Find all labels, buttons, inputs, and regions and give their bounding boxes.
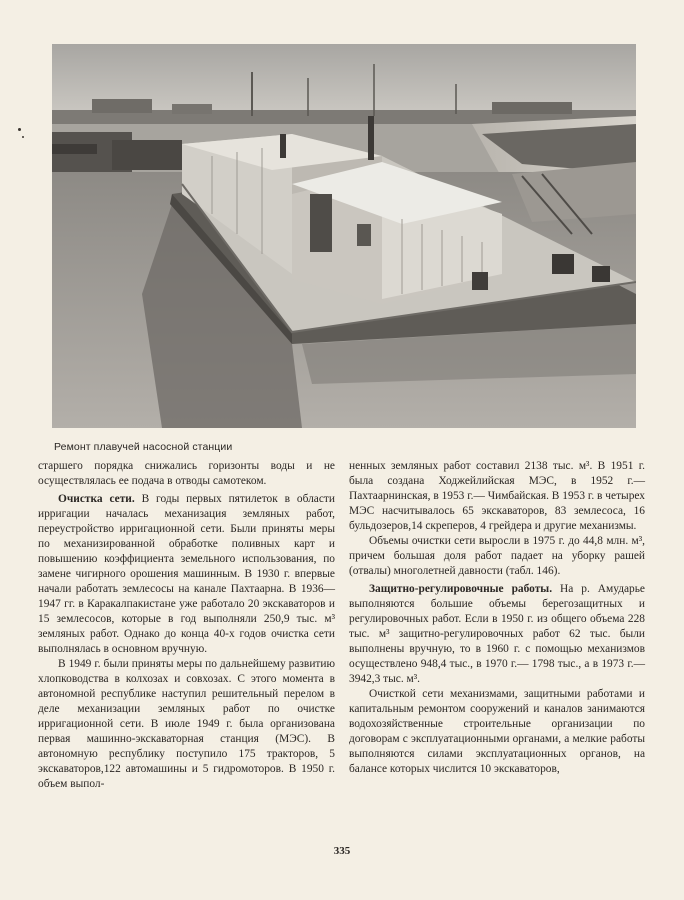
figure-caption: Ремонт плавучей насосной станции bbox=[54, 441, 233, 453]
paragraph: Очисткой сети механизмами, защитными работами и капитальным ремонтом сооружений и каналов занимаются водохозяйственные строительные организации по договорам с эксплуатационными органами, а мелкие работы выполняются силами эксплуатационных органов, на балансе которых числится 10 экскаваторов, bbox=[349, 688, 645, 775]
paragraph-body: В годы первых пятилеток в области ирригации началась механизация земляных работ, переустройство ирригационной сети. Были приняты меры по механизированной обработке поливных карт и повышению коэффициента земельного использования, по замене чигирного орошения машинным. В 1930 г. впервые начали работать землесосы на канале Пахтаарна. В 1936—1947 гг. в Каракалпакистане уже работало 20 экскаваторов и 15 землесосов, которые в год выполняли 250,9 тыс. м³ земляных работ. Однако до конца 40-х годов очистка сети выполнялась в основном вручную. bbox=[38, 493, 335, 655]
floating-pump-station-photo bbox=[52, 44, 636, 428]
page-number: 335 bbox=[333, 845, 351, 857]
paragraph: старшего порядка снижались горизонты воды и не осуществлялась ее подача в отводы самотеком. bbox=[38, 460, 335, 487]
right-column bbox=[349, 459, 645, 777]
paragraph: Объемы очистки сети выросли в 1975 г. до 44,8 млн. м³, причем большая доля работ падает на уборку рашей (отвалы) многолетней давности (табл. 146). bbox=[349, 535, 645, 577]
paragraph bbox=[38, 492, 335, 657]
print-speck bbox=[18, 128, 21, 131]
section-heading: Защитно-регулировочные работы. bbox=[369, 583, 553, 595]
left-column bbox=[38, 459, 335, 792]
paragraph: ненных земляных работ составил 2138 тыс. м³. В 1951 г. была создана Ходжейлийская МЭС, в 1952 г.— Пахтаарнинская, в 1953 г.— Чимбайская. В 1953 г. в четырех МЭС насчитывалось 65 экскаваторов, 83 землесоса, 16 бульдозеров,14 скреперов, 4 грейдера и другие механизмы. bbox=[349, 460, 645, 532]
paragraph: В 1949 г. были приняты меры по дальнейшему развитию хлопководства в колхозах и совхозах. С этого момента в автономной республике наступил решительный перелом в деле механизации земляных работ по очистке ирригационной сети. В июле 1949 г. была организована первая машинно-экскаваторная станция (МЭС). В автономную республику поступило 175 тракторов, 5 экскаваторов,122 автомашины и 5 гидромоторов. В 1950 г. объем выпол- bbox=[38, 658, 335, 790]
paragraph-body: На р. Амударье выполняются большие объемы берегозащитных и регулировочных работ. Если в 1950 г. из общего объема 228 тыс. м³ защитно-регулировочных работ 62 тыс. были выполнены вручную, то в 1960 г. с помощью механизмов осуществлено 948,4 тыс., в 1970 г.— 1798 тыс., а в 1973 г.— 3942,3 тыс. м³. bbox=[349, 583, 645, 685]
section-heading: Очистка сети. bbox=[58, 493, 135, 505]
print-speck bbox=[22, 136, 24, 138]
paragraph bbox=[349, 582, 645, 687]
figure-photo bbox=[52, 44, 636, 428]
